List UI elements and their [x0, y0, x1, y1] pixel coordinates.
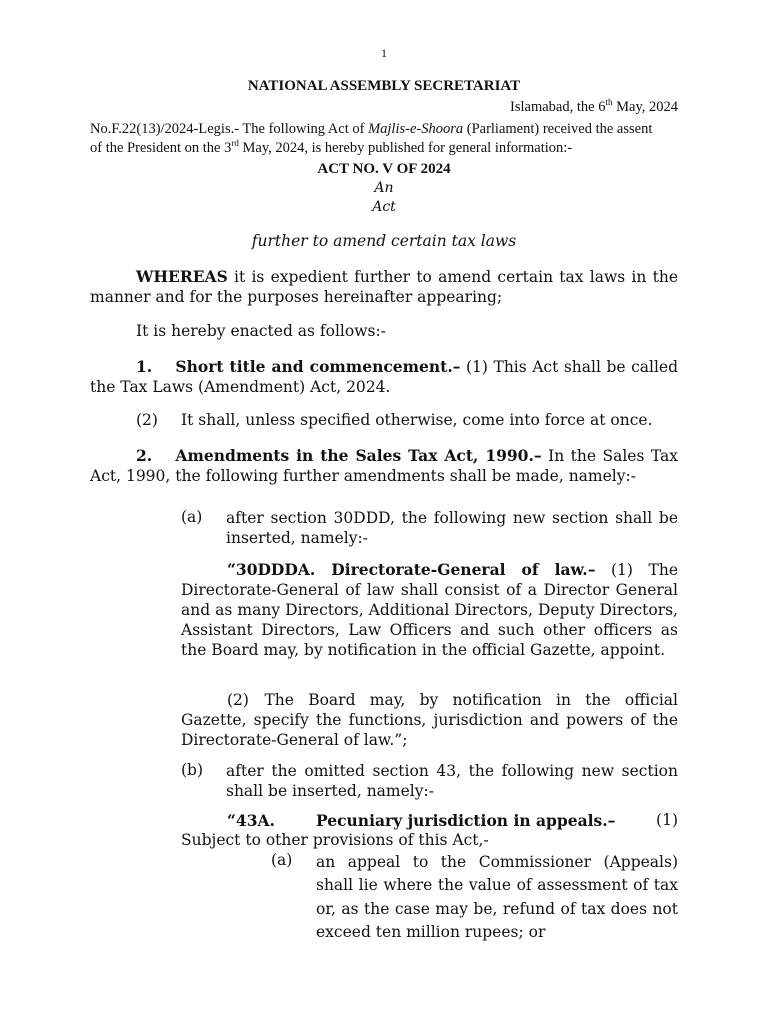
section-43a-item-a-label: (a) [271, 851, 293, 869]
enactment-clause: It is hereby enacted as follows:- [136, 322, 386, 340]
section-1-sub-2-label: (2) [136, 411, 158, 429]
item-a-label: (a) [181, 508, 203, 526]
section-43a-heading: Pecuniary jurisdiction in appeals.– [316, 811, 616, 830]
act-word: Act [372, 199, 396, 215]
section-1-sub-2-text: It shall, unless specified otherwise, come into force at once. [181, 411, 653, 429]
section-43a-item-a-text: an appeal to the Commissioner (Appeals) shall lie where the value of assessment of tax or, as the case may be, refund of tax does not exceed ten million rupees; or [316, 853, 678, 941]
notification-line-1: No.F.22(13)/2024-Legis.- The following Act of Majlis-e-Shoora (Parliament) received the assent [90, 121, 653, 137]
section-1: 1. Short title and commencement.– (1) This Act shall be called the Tax Laws (Amendment) Act, 2024. [90, 357, 678, 396]
act-number: ACT NO. V OF 2024 [317, 161, 451, 177]
notification-line-2: of the President on the 3rd May, 2024, is hereby published for general information:- [90, 138, 573, 156]
section-30ddda-sub-2: (2) The Board may, by notification in the official Gazette, specify the functions, jurisdiction and powers of the Directorate-General of law.”; [181, 691, 678, 749]
office-heading: NATIONAL ASSEMBLY SECRETARIAT [247, 78, 521, 94]
item-b-label: (b) [181, 761, 204, 779]
page-number: 1 [381, 46, 387, 60]
section-43a-intro: Subject to other provisions of this Act,- [181, 831, 489, 849]
section-43a-number: “43A. [227, 811, 275, 830]
item-b-text: after the omitted section 43, the following new section shall be inserted, namely:- [226, 762, 678, 800]
preamble: WHEREAS it is expedient further to amend certain tax laws in the manner and for the purposes hereinafter appearing; [90, 267, 678, 306]
section-30ddda: “30DDDA. Directorate-General of law.– (1) The Directorate-General of law shall consist of a Director General and as many Directors, Additional Directors, Deputy Directors, Assistant Directors, Law Officers and such other officers as the Board may, by notification in the official Gazette, appoint. [181, 560, 679, 659]
item-a-text: after section 30DDD, the following new section shall be inserted, namely:- [226, 509, 678, 547]
section-43a-sub-1: (1) [656, 811, 678, 829]
section-2: 2. Amendments in the Sales Tax Act, 1990.– In the Sales Tax Act, 1990, the following further amendments shall be made, namely:- [90, 446, 678, 485]
act-an: An [374, 180, 394, 196]
act-long-title: further to amend certain tax laws [251, 232, 517, 250]
place-date: Islamabad, the 6th May, 2024 [510, 97, 678, 115]
